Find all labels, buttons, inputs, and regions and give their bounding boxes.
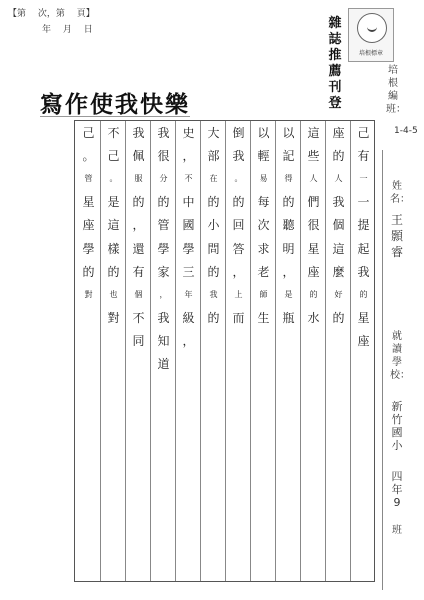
essay-character: 在 bbox=[209, 174, 218, 184]
essay-character: 回 bbox=[232, 218, 245, 233]
essay-character: 老 bbox=[257, 264, 270, 279]
essay-character: 學 bbox=[82, 241, 95, 256]
essay-character: 年 bbox=[184, 289, 193, 299]
essay-character: 我 bbox=[232, 149, 245, 164]
essay-character: 的 bbox=[359, 289, 368, 299]
essay-character: 明 bbox=[282, 241, 295, 256]
essay-character: 。 bbox=[109, 174, 118, 184]
essay-character: 好 bbox=[334, 289, 343, 299]
essay-character: 倒 bbox=[232, 126, 245, 140]
essay-character: 很 bbox=[307, 218, 320, 233]
grid-column-line bbox=[300, 121, 301, 581]
grid-column-line bbox=[275, 121, 276, 581]
essay-character: 生 bbox=[257, 310, 270, 325]
essay-character: 的 bbox=[207, 195, 220, 210]
essay-character: 瓶 bbox=[282, 310, 295, 325]
essay-character: 三 bbox=[182, 264, 195, 279]
essay-character: 小 bbox=[207, 218, 220, 233]
essay-character: 。 bbox=[82, 149, 95, 164]
essay-character: 一 bbox=[359, 174, 368, 184]
essay-character: 很 bbox=[157, 149, 170, 164]
essay-character: 還 bbox=[132, 241, 145, 256]
essay-character: 的 bbox=[309, 289, 318, 299]
essay-character: 答 bbox=[232, 241, 245, 256]
essay-character: 以 bbox=[282, 126, 295, 140]
grade-value: 四年9 bbox=[391, 470, 403, 509]
essay-character: 也 bbox=[109, 289, 118, 299]
essay-character: 星 bbox=[82, 195, 95, 210]
certification-stamp bbox=[348, 8, 394, 62]
essay-character: 這 bbox=[107, 218, 120, 233]
essay-character: 學 bbox=[182, 241, 195, 256]
essay-character: 星 bbox=[357, 310, 370, 325]
essay-character: 的 bbox=[232, 195, 245, 210]
essay-character: 管 bbox=[157, 218, 170, 233]
essay-character: 有 bbox=[357, 149, 370, 164]
essay-character: ， bbox=[232, 264, 245, 279]
essay-character: 有 bbox=[132, 264, 145, 279]
date-label: 年 月 日 bbox=[42, 25, 93, 35]
essay-character: 佩 bbox=[132, 149, 145, 164]
essay-character: 不 bbox=[184, 174, 193, 184]
essay-character: 己 bbox=[82, 126, 95, 140]
essay-character: 不 bbox=[107, 126, 120, 140]
essay-character: 我 bbox=[132, 126, 145, 140]
essay-character: 求 bbox=[257, 241, 270, 256]
essay-character: 座 bbox=[357, 333, 370, 348]
title-underline bbox=[40, 116, 190, 117]
essay-character: 的 bbox=[332, 310, 345, 325]
grid-column-line bbox=[125, 121, 126, 581]
essay-character: ， bbox=[159, 289, 168, 299]
essay-character: 易 bbox=[259, 174, 268, 184]
grid-column-line bbox=[350, 121, 351, 581]
essay-character: 得 bbox=[284, 174, 293, 184]
essay-character: 這 bbox=[332, 241, 345, 256]
essay-manuscript-grid bbox=[74, 120, 375, 582]
essay-character: 家 bbox=[157, 264, 170, 279]
essay-character: 分 bbox=[159, 174, 168, 184]
grid-column-line bbox=[325, 121, 326, 581]
student-name: 王顥睿 bbox=[390, 213, 403, 259]
essay-character: 。 bbox=[234, 174, 243, 184]
essay-character: 道 bbox=[157, 357, 170, 371]
essay-character: 我 bbox=[357, 264, 370, 279]
essay-character: 部 bbox=[207, 149, 220, 164]
name-label: 姓名： bbox=[390, 181, 410, 205]
essay-character: 的 bbox=[207, 310, 220, 325]
essay-character: 座 bbox=[332, 126, 345, 140]
essay-character: 中 bbox=[182, 195, 195, 210]
essay-character: 上 bbox=[234, 289, 243, 299]
essay-character: 的 bbox=[207, 264, 220, 279]
essay-character: 的 bbox=[332, 149, 345, 164]
school-label: 就讀學校： bbox=[390, 331, 410, 381]
essay-character: 己 bbox=[107, 149, 120, 164]
essay-character: 問 bbox=[207, 241, 220, 256]
stamp-caption: 培根標章 bbox=[358, 50, 383, 57]
essay-character: 星 bbox=[307, 241, 320, 256]
essay-character: 的 bbox=[82, 264, 95, 279]
essay-character: 以 bbox=[257, 126, 270, 140]
essay-character: 服 bbox=[134, 174, 143, 184]
essay-character: 史 bbox=[182, 126, 195, 140]
essay-character: 我 bbox=[209, 289, 218, 299]
essay-character: 些 bbox=[307, 149, 320, 164]
essay-character: 的 bbox=[132, 195, 145, 210]
grade-unit: 班 bbox=[392, 525, 402, 536]
essay-character: 每 bbox=[257, 195, 270, 210]
essay-character: 國 bbox=[182, 218, 195, 233]
essay-character: 個 bbox=[134, 289, 143, 299]
mascot-icon bbox=[357, 13, 387, 43]
essay-character: 同 bbox=[132, 333, 145, 348]
grid-column-line bbox=[250, 121, 251, 581]
publisher-mark: 雜誌推薦刊登 bbox=[328, 16, 342, 111]
essay-character: 我 bbox=[332, 195, 345, 210]
essay-character: 己 bbox=[357, 126, 370, 140]
essay-character: 提 bbox=[357, 218, 370, 233]
essay-character: 個 bbox=[332, 218, 345, 233]
grid-column-line bbox=[225, 121, 226, 581]
essay-character: 大 bbox=[207, 126, 220, 140]
school-name: 新竹國小 bbox=[391, 400, 403, 452]
essay-character: 而 bbox=[232, 310, 245, 325]
essay-character: 一 bbox=[357, 195, 370, 210]
grid-column-line bbox=[200, 121, 201, 581]
essay-character: 級 bbox=[182, 310, 195, 325]
essay-character: 不 bbox=[132, 310, 145, 325]
essay-character: 的 bbox=[157, 195, 170, 210]
essay-character: 是 bbox=[284, 289, 293, 299]
grid-column-line bbox=[150, 121, 151, 581]
essay-character: 我 bbox=[157, 310, 170, 325]
essay-character: 樣 bbox=[107, 241, 120, 256]
essay-character: 水 bbox=[307, 310, 320, 325]
essay-character: 人 bbox=[334, 174, 343, 184]
essay-character: 這 bbox=[307, 126, 320, 140]
essay-character: 管 bbox=[84, 174, 93, 184]
essay-character: 次 bbox=[257, 218, 270, 233]
essay-character: 我 bbox=[157, 126, 170, 140]
essay-character: ， bbox=[182, 149, 195, 164]
essay-character: 對 bbox=[84, 289, 93, 299]
essay-character: 是 bbox=[107, 195, 120, 210]
essay-character: 輕 bbox=[257, 149, 270, 164]
essay-character: 麼 bbox=[332, 264, 345, 279]
date-note: 1-4-5 bbox=[394, 126, 418, 136]
essay-character: 起 bbox=[357, 241, 370, 256]
grid-column-line bbox=[175, 121, 176, 581]
essay-character: 知 bbox=[157, 333, 170, 348]
essay-character: 座 bbox=[82, 218, 95, 233]
teacher-class-label: 培根編班： bbox=[386, 65, 406, 115]
essay-character: 的 bbox=[282, 195, 295, 210]
side-divider bbox=[382, 150, 383, 590]
essay-character: 對 bbox=[107, 310, 120, 325]
grid-column-line bbox=[100, 121, 101, 581]
essay-character: 們 bbox=[307, 195, 320, 210]
essay-character: 的 bbox=[107, 264, 120, 279]
essay-character: ， bbox=[182, 333, 195, 348]
essay-character: ， bbox=[132, 218, 145, 233]
page-number-label: 【第 次，第 頁】 bbox=[8, 9, 95, 19]
essay-character: 聽 bbox=[282, 218, 295, 233]
essay-character: ， bbox=[282, 264, 295, 279]
essay-title: 寫作使我快樂 bbox=[40, 91, 190, 118]
essay-character: 人 bbox=[309, 174, 318, 184]
essay-character: 師 bbox=[259, 289, 268, 299]
essay-character: 記 bbox=[282, 149, 295, 164]
essay-character: 座 bbox=[307, 264, 320, 279]
essay-character: 學 bbox=[157, 241, 170, 256]
